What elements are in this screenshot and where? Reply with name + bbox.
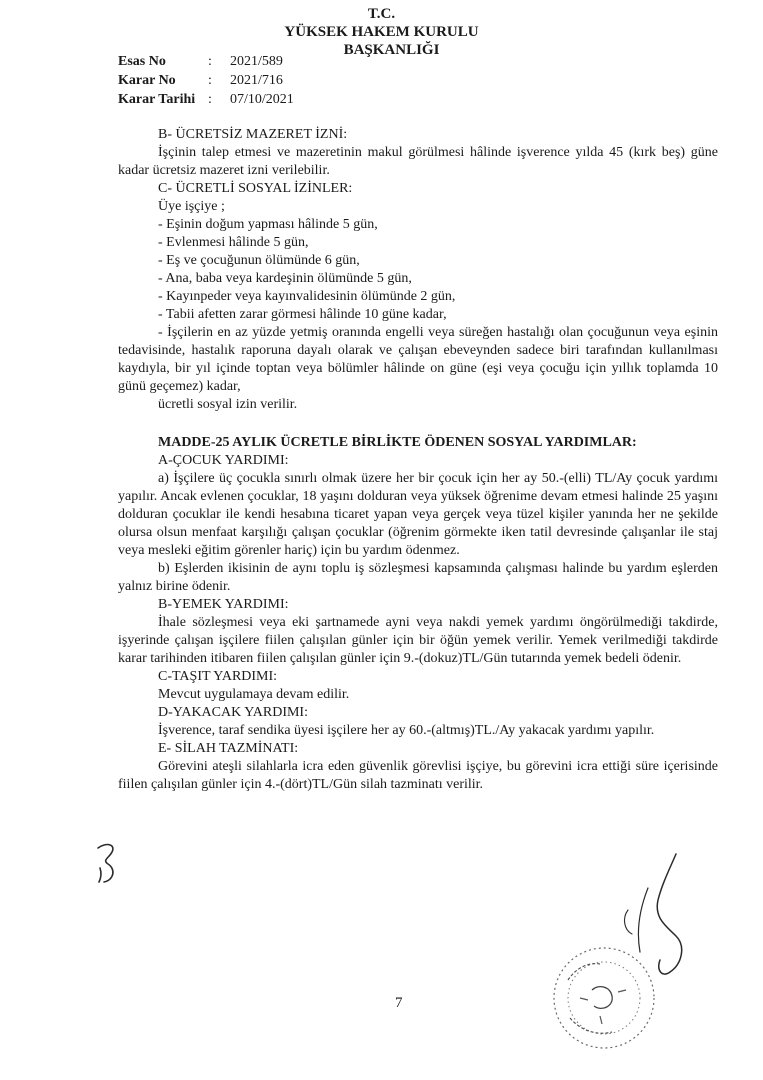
header-department: BAŞKANLIĞI <box>343 42 440 58</box>
spacer <box>118 414 718 434</box>
meta-colon: : <box>208 73 212 88</box>
fuel-aid-text: İşverence, taraf sendika üyesi işçilere her ay 60.-(altmış)TL./Ay yakacak yardımı yapılır. <box>158 723 655 738</box>
list-item: - Ana, baba veya kardeşinin ölümünde 5 gün, <box>158 271 412 286</box>
meta-colon: : <box>208 54 212 69</box>
page-number: 7 <box>395 995 403 1011</box>
transport-aid-title: C-TAŞIT YARDIMI: <box>158 669 278 684</box>
list-item-disability: - İşçilerin en az yüzde yetmiş oranında engelli veya süreğen hastalığı olan çocuğunun veya eşinin tedavisinde, hastalık raporuna dayalı olarak ve çalışan ebeveynden sadece biri tarafından kullanılması kaydıyla, bir yıl içinde toptan veya bölümler hâlinde on güne (eşi veya çocuğu için yıllık toplamda 10 günü geçemez) kadar, <box>118 325 718 394</box>
meta-label: Karar No <box>118 73 176 88</box>
weapon-allowance-title: E- SİLAH TAZMİNATI: <box>158 741 299 756</box>
meta-value: 2021/589 <box>230 54 283 69</box>
list-item: - Eş ve çocuğunun ölümünde 6 gün, <box>158 253 360 268</box>
weapon-allowance-text: Görevini ateşli silahlarla icra eden güvenlik görevlisi işçiye, bu görevini icra ettiği süre içerisinde fiilen çalışılan günler için 4.-(dört)TL/Gün silah tazminatı verilir. <box>118 759 718 792</box>
handwritten-initial-icon <box>92 838 132 888</box>
meta-row-tarih <box>118 90 294 109</box>
meta-label: Esas No <box>118 54 166 69</box>
child-aid-text-a: a) İşçilere üç çocukla sınırlı olmak üzere her bir çocuk için her ay 50.-(elli) TL/Ay çocuk yardımı yapılır. Ancak evlenen çocuklar, 18 yaşını dolduran veya yüksek öğrenime devam etmesi halinde 25 yaşını dolduran çocuklar ile kendi hesabına ticaret yapan veya gerçek veya tüzel kişiler yanında her ne şekilde olursa olsun menfaat karşılığı çalışan çocuklar (öğrenim görmekte iken tatil devresinde çalışanlar ile staj veya mesleki eğitim görenler hariç) için bu yardım ödenmez. <box>118 471 718 558</box>
section-b-title: B- ÜCRETSİZ MAZERET İZNİ: <box>158 127 348 142</box>
list-item: - Eşinin doğum yapması hâlinde 5 gün, <box>158 217 378 232</box>
meta-value: 07/10/2021 <box>230 92 294 107</box>
section-b-text: İşçinin talep etmesi ve mazeretinin makul görülmesi hâlinde işverence yılda 45 (kırk beş) güne kadar ücretsiz mazeret izni verilebilir. <box>118 145 718 178</box>
section-c-end: ücretli sosyal izin verilir. <box>158 397 298 412</box>
header-tc: T.C. <box>367 6 396 22</box>
list-item: - Evlenmesi hâlinde 5 gün, <box>158 235 309 250</box>
child-aid-text-b: b) Eşlerden ikisinin de aynı toplu iş sözleşmesi kapsamında çalışması halinde bu yardım eşlerden yalnız birine ödenir. <box>118 561 718 594</box>
child-aid-title: A-ÇOCUK YARDIMI: <box>158 453 289 468</box>
document-body <box>118 126 718 794</box>
meta-value: 2021/716 <box>230 73 283 88</box>
meta-colon: : <box>208 92 212 107</box>
meal-aid-title: B-YEMEK YARDIMI: <box>158 597 289 612</box>
meta-row-esas <box>118 52 294 71</box>
section-c-title: C- ÜCRETLİ SOSYAL İZİNLER: <box>158 181 353 196</box>
list-item: - Tabii afetten zarar görmesi hâlinde 10 güne kadar, <box>158 307 447 322</box>
transport-aid-text: Mevcut uygulamaya devam edilir. <box>158 687 350 702</box>
list-item: - Kayınpeder veya kayınvalidesinin ölümünde 2 gün, <box>158 289 456 304</box>
meal-aid-text: İhale sözleşmesi veya eki şartnamede ayni veya nakdi yemek yardımı öngörülmediği takdirde, işyerinde çalışan işçilere fiilen çalışılan günler için bir öğün yemek verilir. Yemek verilmediği takdirde karar tarihinden itibaren fiilen çalışılan günler için 9.-(dokuz)TL/Gün tutarında yemek bedeli ödenir. <box>118 615 718 666</box>
fuel-aid-title: D-YAKACAK YARDIMI: <box>158 705 308 720</box>
section-c-intro: Üye işçiye ; <box>158 199 225 214</box>
header-institution: YÜKSEK HAKEM KURULU <box>284 24 479 40</box>
case-metadata <box>118 52 294 109</box>
meta-row-karar <box>118 71 294 90</box>
article-25-title: MADDE-25 AYLIK ÜCRETLE BİRLİKTE ÖDENEN SOSYAL YARDIMLAR: <box>158 435 637 450</box>
official-seal-icon <box>540 940 660 1055</box>
meta-label: Karar Tarihi <box>118 92 196 107</box>
